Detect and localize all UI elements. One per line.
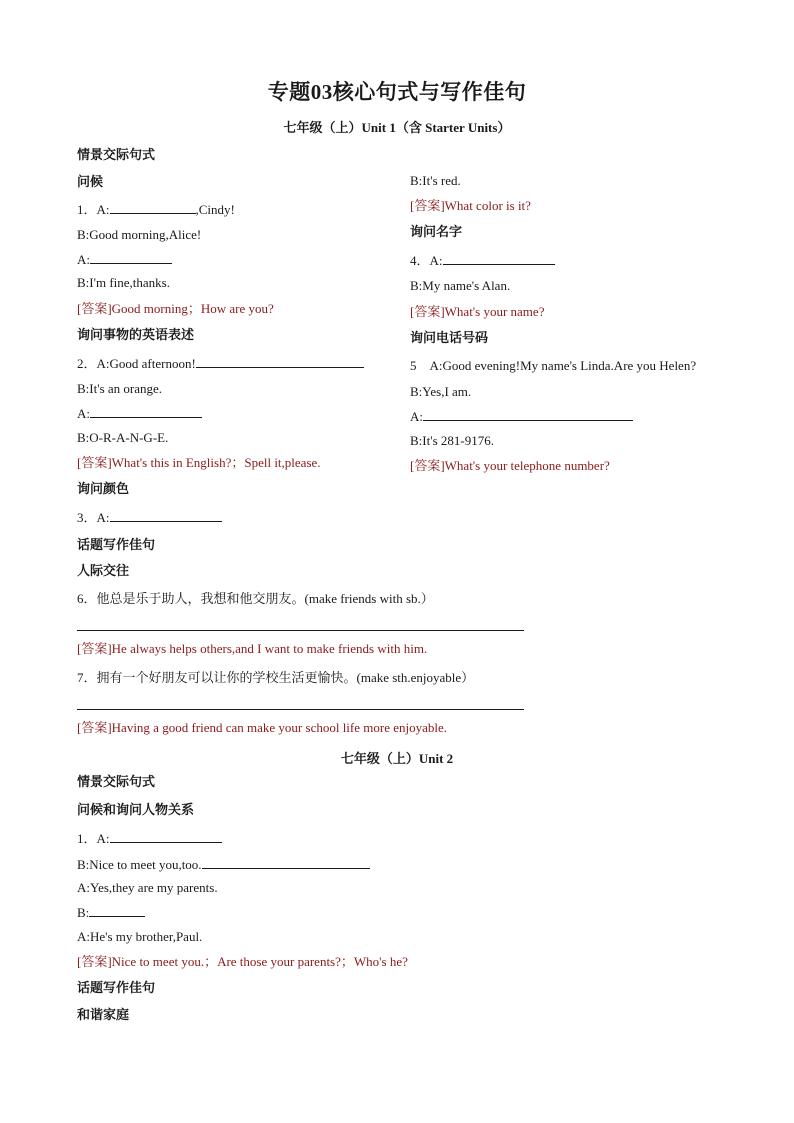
- section-title-unit2: 七年级（上）Unit 2: [340, 751, 454, 766]
- question-2-b: B:It's an orange.: [77, 381, 163, 396]
- answer-2: [答案]What's this in English?；Spell it,please.: [77, 455, 321, 470]
- heading-writing-sentences: 话题写作佳句: [77, 537, 156, 552]
- heading-english-expression: 询问事物的英语表述: [77, 327, 195, 342]
- question-3-b: B:It's red.: [410, 173, 461, 188]
- question-2-a2-prefix: A:: [77, 406, 90, 421]
- answer-7: [答案]Having a good friend can make your school life more enjoyable.: [77, 720, 448, 735]
- heading-writing-sentences-u2: 话题写作佳句: [77, 980, 156, 995]
- heading-harmonious-family: 和谐家庭: [77, 1007, 130, 1022]
- answer-4: [答案]What's your name?: [410, 304, 545, 319]
- u2-answer-1: [答案]Nice to meet you.；Are those your parents?；Who's he?: [77, 954, 408, 969]
- u2-question-1-a: [77, 830, 222, 847]
- heading-name: 询问名字: [410, 224, 463, 239]
- question-6: 6．他总是乐于助人，我想和他交朋友。(make friends with sb.）: [77, 591, 434, 606]
- u2-question-1-b: [77, 856, 370, 873]
- question-1-a-tail: ,Cindy!: [195, 202, 235, 217]
- question-7: 7．拥有一个好朋友可以让你的学校生活更愉快。(make sth.enjoyable）: [77, 670, 475, 685]
- heading-dialogue-patterns-u2: 情景交际句式: [77, 774, 156, 789]
- heading-social-interaction: 人际交往: [77, 563, 130, 578]
- u2-question-1-a3: A:He's my brother,Paul.: [77, 929, 203, 944]
- answer-line-7[interactable]: [77, 709, 524, 710]
- u2-question-1-b-text: B:Nice to meet you,too.: [77, 857, 202, 872]
- question-5-a2: [410, 408, 633, 425]
- question-2-b2: B:O-R-A-N-G-E.: [77, 430, 169, 445]
- heading-phone: 询问电话号码: [410, 330, 489, 345]
- section-title-unit1: 七年级（上）Unit 1（含 Starter Units）: [283, 120, 511, 135]
- u2-question-1-a-prefix: 1．A:: [77, 831, 110, 846]
- answer-1: [答案]Good morning；How are you?: [77, 301, 274, 316]
- page-title: 专题03核心句式与写作佳句: [267, 80, 527, 104]
- question-5-a: 5 A:Good evening!My name's Linda.Are you Helen?: [410, 358, 697, 373]
- u2-question-1-a2: A:Yes,they are my parents.: [77, 880, 218, 895]
- question-4-a: [410, 252, 555, 269]
- heading-relationship: 问候和询问人物关系: [77, 802, 195, 817]
- answer-blank[interactable]: [423, 408, 633, 421]
- question-1-a-prefix: 1．A:: [77, 202, 110, 217]
- answer-line-6[interactable]: [77, 630, 524, 631]
- question-1-a2-prefix: A:: [77, 252, 90, 267]
- answer-blank[interactable]: [443, 252, 555, 265]
- question-2-a-text: 2．A:Good afternoon!: [77, 356, 196, 371]
- answer-blank[interactable]: [110, 201, 196, 214]
- question-3-a-prefix: 3．A:: [77, 510, 110, 525]
- heading-dialogue-patterns: 情景交际句式: [77, 147, 156, 162]
- answer-blank[interactable]: [196, 355, 364, 368]
- question-1-a2: [77, 251, 172, 268]
- answer-5: [答案]What's your telephone number?: [410, 458, 610, 473]
- answer-blank[interactable]: [90, 251, 172, 264]
- question-1-b: B:Good morning,Alice!: [77, 227, 202, 242]
- question-5-b2: B:It's 281-9176.: [410, 433, 494, 448]
- question-5-b: B:Yes,I am.: [410, 384, 472, 399]
- question-4-a-prefix: 4．A:: [410, 253, 443, 268]
- u2-question-1-b2: [77, 904, 145, 921]
- u2-question-1-b2-prefix: B:: [77, 905, 90, 920]
- question-4-b: B:My name's Alan.: [410, 278, 511, 293]
- answer-6: [答案]He always helps others,and I want to make friends with him.: [77, 641, 428, 656]
- question-1-a: [77, 201, 235, 218]
- answer-blank[interactable]: [110, 509, 222, 522]
- answer-blank[interactable]: [110, 830, 222, 843]
- answer-3: [答案]What color is it?: [410, 198, 531, 213]
- answer-blank[interactable]: [89, 904, 145, 917]
- answer-blank[interactable]: [90, 405, 202, 418]
- question-2-a: [77, 355, 364, 372]
- question-5-a2-prefix: A:: [410, 409, 423, 424]
- question-2-a2: [77, 405, 202, 422]
- question-3-a: [77, 509, 222, 526]
- question-1-b2: B:I'm fine,thanks.: [77, 275, 170, 290]
- heading-color: 询问颜色: [77, 481, 130, 496]
- heading-greeting: 问候: [77, 174, 104, 189]
- answer-blank[interactable]: [202, 856, 370, 869]
